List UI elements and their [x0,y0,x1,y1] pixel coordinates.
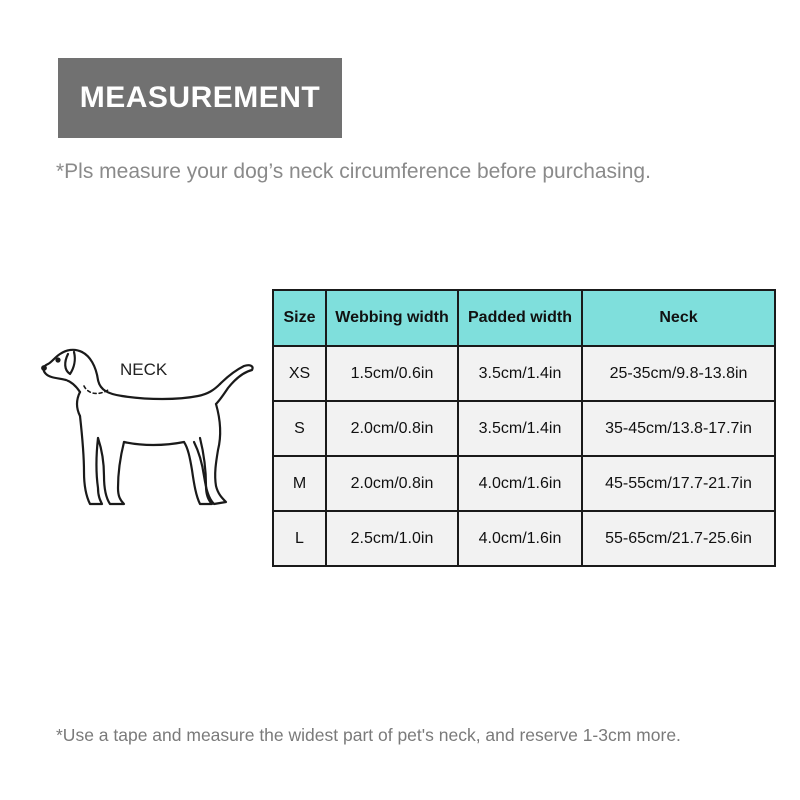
cell-padded-width: 3.5cm/1.4in [458,401,582,456]
cell-size: S [273,401,326,456]
cell-neck: 35-45cm/13.8-17.7in [582,401,775,456]
header-webbing-width: Webbing width [326,290,458,346]
neck-label: NECK [120,360,168,379]
cell-webbing-width: 2.5cm/1.0in [326,511,458,566]
cell-webbing-width: 1.5cm/0.6in [326,346,458,401]
table-row [273,346,775,401]
header-neck: Neck [582,290,775,346]
cell-padded-width: 3.5cm/1.4in [458,346,582,401]
tape-note: *Use a tape and measure the widest part of pet's neck, and reserve 1-3cm more. [56,725,681,745]
cell-size: L [273,511,326,566]
cell-padded-width: 4.0cm/1.6in [458,511,582,566]
header-size: Size [273,290,326,346]
size-chart-table [272,289,776,567]
table-row [273,401,775,456]
cell-neck: 45-55cm/17.7-21.7in [582,456,775,511]
table-row [273,511,775,566]
cell-webbing-width: 2.0cm/0.8in [326,401,458,456]
measure-note: *Pls measure your dog’s neck circumference before purchasing. [56,160,651,183]
cell-padded-width: 4.0cm/1.6in [458,456,582,511]
cell-size: XS [273,346,326,401]
page-title: MEASUREMENT [79,81,321,114]
header-padded-width: Padded width [458,290,582,346]
cell-webbing-width: 2.0cm/0.8in [326,456,458,511]
cell-neck: 55-65cm/21.7-25.6in [582,511,775,566]
table-row [273,456,775,511]
cell-size: M [273,456,326,511]
cell-neck: 25-35cm/9.8-13.8in [582,346,775,401]
title-banner [58,58,342,138]
table-header-row [273,290,775,346]
